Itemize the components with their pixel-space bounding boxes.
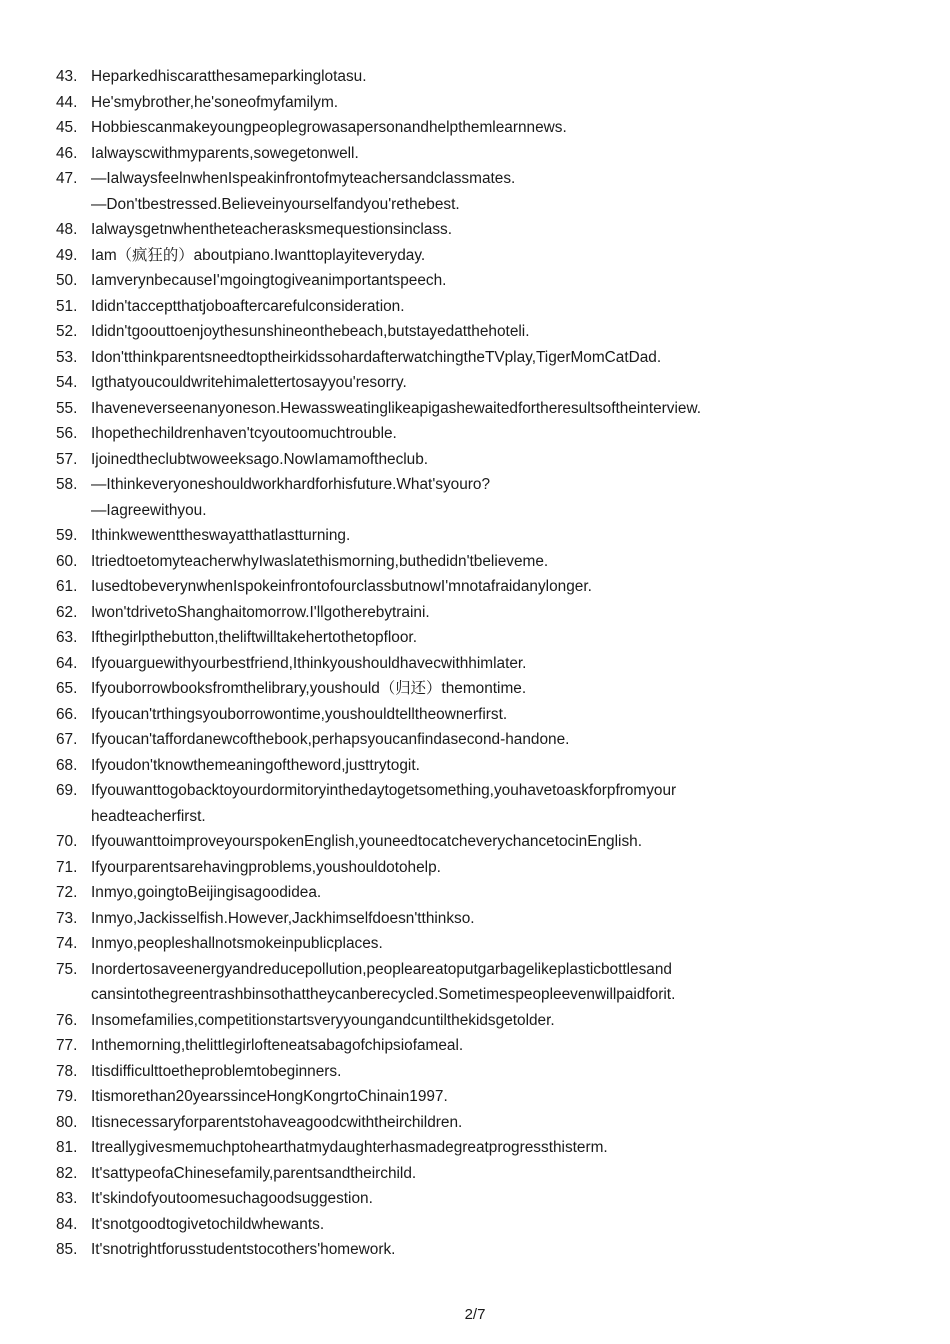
question-list — [56, 64, 916, 1263]
question-text — [91, 396, 916, 422]
question-line: Itismorethan20yearssinceHongKongrtoChinain1997. — [91, 1088, 448, 1105]
question-text — [91, 1059, 916, 1085]
question-item — [56, 676, 916, 702]
question-text — [91, 855, 916, 881]
question-line: Ifthegirlpthebutton,theliftwilltakehertothetopfloor. — [91, 629, 417, 646]
question-text — [91, 447, 916, 473]
question-text — [91, 549, 916, 575]
question-item — [56, 855, 916, 881]
question-line: Itreallygivesmemuchptohearthatmydaughterhasmadegreatprogressthisterm. — [91, 1139, 608, 1156]
question-line: Heparkedhiscaratthesameparkinglotasu. — [91, 68, 367, 85]
question-item — [56, 727, 916, 753]
question-text — [91, 345, 916, 371]
question-item — [56, 421, 916, 447]
question-line: Ifyoucan'trthingsyouborrowontime,youshouldtelltheownerfirst. — [91, 705, 508, 723]
question-number: 75. — [56, 960, 78, 978]
question-number: 68. — [56, 756, 78, 774]
question-item — [56, 1059, 916, 1085]
question-number: 84. — [56, 1215, 78, 1233]
question-item — [56, 1161, 916, 1187]
question-number: 56. — [56, 425, 78, 442]
question-line: Inthemorning,thelittlegirlofteneatsabagofchipsiofameal. — [91, 1037, 464, 1054]
question-item — [56, 1084, 916, 1110]
question-item — [56, 1110, 916, 1136]
question-item — [56, 574, 916, 600]
question-text — [91, 64, 916, 90]
question-number: 67. — [56, 731, 78, 748]
question-text — [91, 957, 916, 1008]
question-item — [56, 64, 916, 90]
question-number: 70. — [56, 833, 78, 850]
question-item — [56, 600, 916, 626]
question-number: 44. — [56, 93, 78, 111]
question-number: 54. — [56, 374, 78, 391]
question-text — [91, 676, 916, 702]
question-number: 79. — [56, 1088, 78, 1105]
question-line: It'snotrightforusstudentstocothers'homework. — [91, 1241, 396, 1258]
question-number: 52. — [56, 323, 78, 340]
question-item — [56, 523, 916, 549]
question-line: Ifyoucan'taffordanewcofthebook,perhapsyoucanfindasecond-handone. — [91, 731, 570, 748]
question-text — [91, 1084, 916, 1110]
question-line: Iam（疯狂的）aboutpiano.Iwanttoplayiteveryday. — [91, 246, 426, 264]
question-text — [91, 727, 916, 753]
question-item — [56, 115, 916, 141]
question-line: Ihaveneverseenanyoneson.Hewassweatinglikeapigashewaitedfortheresultsoftheinterview. — [91, 399, 702, 417]
question-item — [56, 268, 916, 294]
question-text — [91, 243, 916, 269]
question-line: Ijoinedtheclubtwoweeksago.NowIamamoftheclub. — [91, 450, 429, 468]
question-item — [56, 472, 916, 523]
question-line: Insomefamilies,competitionstartsveryyoungandcuntilthekidsgetolder. — [91, 1011, 555, 1029]
question-item — [56, 957, 916, 1008]
question-text — [91, 1237, 916, 1263]
question-item — [56, 1237, 916, 1263]
question-item — [56, 90, 916, 116]
question-line: headteacherfirst. — [91, 807, 206, 825]
question-item — [56, 702, 916, 728]
question-number: 57. — [56, 450, 78, 468]
question-item — [56, 1135, 916, 1161]
question-number: 80. — [56, 1113, 78, 1131]
question-item — [56, 1033, 916, 1059]
question-line: Ifyouwanttogobacktoyourdormitoryinthedaytogetsomething,youhavetoaskforpfromyour — [91, 782, 677, 799]
question-line: Itisnecessaryforparentstohaveagoodcwiththeirchildren. — [91, 1113, 463, 1131]
question-item — [56, 778, 916, 829]
question-line: Ifyoudon'tknowthemeaningoftheword,justtrytogit. — [91, 756, 420, 774]
question-text — [91, 1186, 916, 1212]
question-number: 83. — [56, 1190, 78, 1207]
question-line: Ialwaysgetnwhentheteacherasksmequestionsinclass. — [91, 221, 453, 238]
question-item — [56, 1186, 916, 1212]
question-line: ItriedtoetomyteacherwhyIwaslatethismorning,buthedidn'tbelieveme. — [91, 552, 549, 570]
question-text — [91, 753, 916, 779]
question-number: 63. — [56, 629, 78, 646]
question-number: 64. — [56, 654, 78, 672]
question-line: Ifyourparentsarehavingproblems,youshouldotohelp. — [91, 858, 441, 876]
question-number: 66. — [56, 705, 78, 723]
question-text — [91, 931, 916, 957]
question-text — [91, 370, 916, 396]
question-line: Itisdifficulttoetheproblemtobeginners. — [91, 1062, 342, 1080]
question-line: It'skindofyoutoomesuchagoodsuggestion. — [91, 1190, 373, 1207]
question-line: Ihopethechildrenhaven'tcyoutoomuchtrouble. — [91, 425, 397, 442]
question-number: 58. — [56, 476, 78, 493]
question-number: 78. — [56, 1062, 78, 1080]
question-item — [56, 217, 916, 243]
question-item — [56, 753, 916, 779]
question-number: 50. — [56, 272, 78, 289]
question-item — [56, 651, 916, 677]
question-number: 82. — [56, 1164, 78, 1182]
question-line: —Don'tbestressed.Believeinyourselfandyou'rethebest. — [91, 195, 460, 213]
question-number: 45. — [56, 119, 78, 136]
question-line: Hobbiescanmakeyoungpeoplegrowasapersonandhelpthemlearnnews. — [91, 119, 567, 136]
question-number: 76. — [56, 1011, 78, 1029]
question-item — [56, 1212, 916, 1238]
question-item — [56, 294, 916, 320]
question-item — [56, 549, 916, 575]
question-number: 49. — [56, 246, 78, 264]
question-item — [56, 319, 916, 345]
question-line: IamverynbecauseI'mgoingtogiveanimportantspeech. — [91, 272, 447, 289]
question-text — [91, 906, 916, 932]
question-number: 65. — [56, 680, 78, 697]
question-text — [91, 702, 916, 728]
question-text — [91, 217, 916, 243]
question-text — [91, 880, 916, 906]
question-text — [91, 294, 916, 320]
question-line: Ididn'tacceptthatjoboaftercarefulconsideration. — [91, 297, 405, 315]
question-item — [56, 447, 916, 473]
question-text — [91, 778, 916, 829]
question-number: 85. — [56, 1241, 78, 1258]
question-line: Iwon'tdrivetoShanghaitomorrow.I'llgotherebytraini. — [91, 603, 430, 621]
question-text — [91, 625, 916, 651]
page-number: 2/7 — [464, 1306, 486, 1323]
question-text — [91, 600, 916, 626]
question-line: —IalwaysfeelnwhenIspeakinfrontofmyteachersandclassmates. — [91, 170, 516, 187]
question-number: 51. — [56, 297, 78, 315]
question-text — [91, 574, 916, 600]
question-item — [56, 243, 916, 269]
question-text — [91, 651, 916, 677]
question-number: 74. — [56, 935, 78, 952]
question-text — [91, 1110, 916, 1136]
question-number: 47. — [56, 170, 78, 187]
question-item — [56, 1008, 916, 1034]
question-line: IusedtobeverynwhenIspokeinfrontofourclassbutnowI'mnotafraidanylonger. — [91, 578, 592, 595]
question-line: He'smybrother,he'soneofmyfamilym. — [91, 93, 339, 111]
question-line: Inmyo,Jackisselfish.However,Jackhimselfdoesn'tthinkso. — [91, 909, 475, 927]
question-line: Ifyouarguewithyourbestfriend,Ithinkyoushouldhavecwithhimlater. — [91, 654, 527, 672]
question-line: It'snotgoodtogivetochildwhewants. — [91, 1215, 325, 1233]
question-text — [91, 1161, 916, 1187]
question-number: 62. — [56, 603, 78, 621]
question-line: Ifyouborrowbooksfromthelibrary,youshould（归还）themontime. — [91, 680, 527, 697]
question-number: 72. — [56, 884, 78, 901]
question-number: 81. — [56, 1139, 78, 1156]
question-item — [56, 141, 916, 167]
question-text — [91, 421, 916, 447]
question-text — [91, 523, 916, 549]
question-item — [56, 829, 916, 855]
question-line: Inmyo,peopleshallnotsmokeinpublicplaces. — [91, 935, 383, 952]
question-text — [91, 472, 916, 523]
question-text — [91, 829, 916, 855]
question-number: 60. — [56, 552, 78, 570]
question-line: Inmyo,goingtoBeijingisagoodidea. — [91, 884, 322, 901]
question-line: IfyouwanttoimproveyourspokenEnglish,youneedtocatcheverychancetocinEnglish. — [91, 833, 642, 850]
question-number: 59. — [56, 527, 78, 544]
question-line: Ithinkwewenttheswayatthatlastturning. — [91, 527, 351, 544]
question-number: 71. — [56, 858, 78, 876]
question-number: 43. — [56, 68, 78, 85]
question-item — [56, 906, 916, 932]
question-text — [91, 1033, 916, 1059]
question-line: Inordertosaveenergyandreducepollution,peopleareatoputgarbagelikeplasticbottlesand — [91, 960, 672, 978]
question-line: Ididn'tgoouttoenjoythesunshineonthebeach,butstayedatthehoteli. — [91, 323, 530, 340]
question-item — [56, 625, 916, 651]
question-line: —Ithinkeveryoneshouldworkhardforhisfuture.What'syouro? — [91, 476, 491, 493]
question-item — [56, 370, 916, 396]
question-item — [56, 166, 916, 217]
question-item — [56, 345, 916, 371]
question-number: 69. — [56, 782, 78, 799]
question-text — [91, 1008, 916, 1034]
question-line: Igthatyoucouldwritehimalettertosayyou'resorry. — [91, 374, 407, 391]
question-line: cansintothegreentrashbinsothattheycanberecycled.Sometimespeopleevenwillpaidforit. — [91, 986, 676, 1003]
question-text — [91, 141, 916, 167]
question-number: 61. — [56, 578, 78, 595]
question-text — [91, 1212, 916, 1238]
question-line: —Iagreewithyou. — [91, 501, 207, 519]
question-number: 55. — [56, 399, 78, 417]
question-line: Idon'tthinkparentsneedtoptheirkidssohardafterwatchingtheTVplay,TigerMomCatDad. — [91, 348, 662, 366]
question-text — [91, 166, 916, 217]
question-text — [91, 90, 916, 116]
question-line: Ialwayscwithmyparents,sowegetonwell. — [91, 144, 359, 162]
question-number: 77. — [56, 1037, 78, 1054]
question-text — [91, 115, 916, 141]
question-text — [91, 268, 916, 294]
question-text — [91, 319, 916, 345]
question-text — [91, 1135, 916, 1161]
question-item — [56, 931, 916, 957]
question-number: 48. — [56, 221, 78, 238]
question-number: 53. — [56, 348, 78, 366]
question-number: 73. — [56, 909, 78, 927]
question-line: It'sattypeofaChinesefamily,parentsandtheirchild. — [91, 1164, 417, 1182]
question-number: 46. — [56, 144, 78, 162]
question-item — [56, 396, 916, 422]
question-item — [56, 880, 916, 906]
